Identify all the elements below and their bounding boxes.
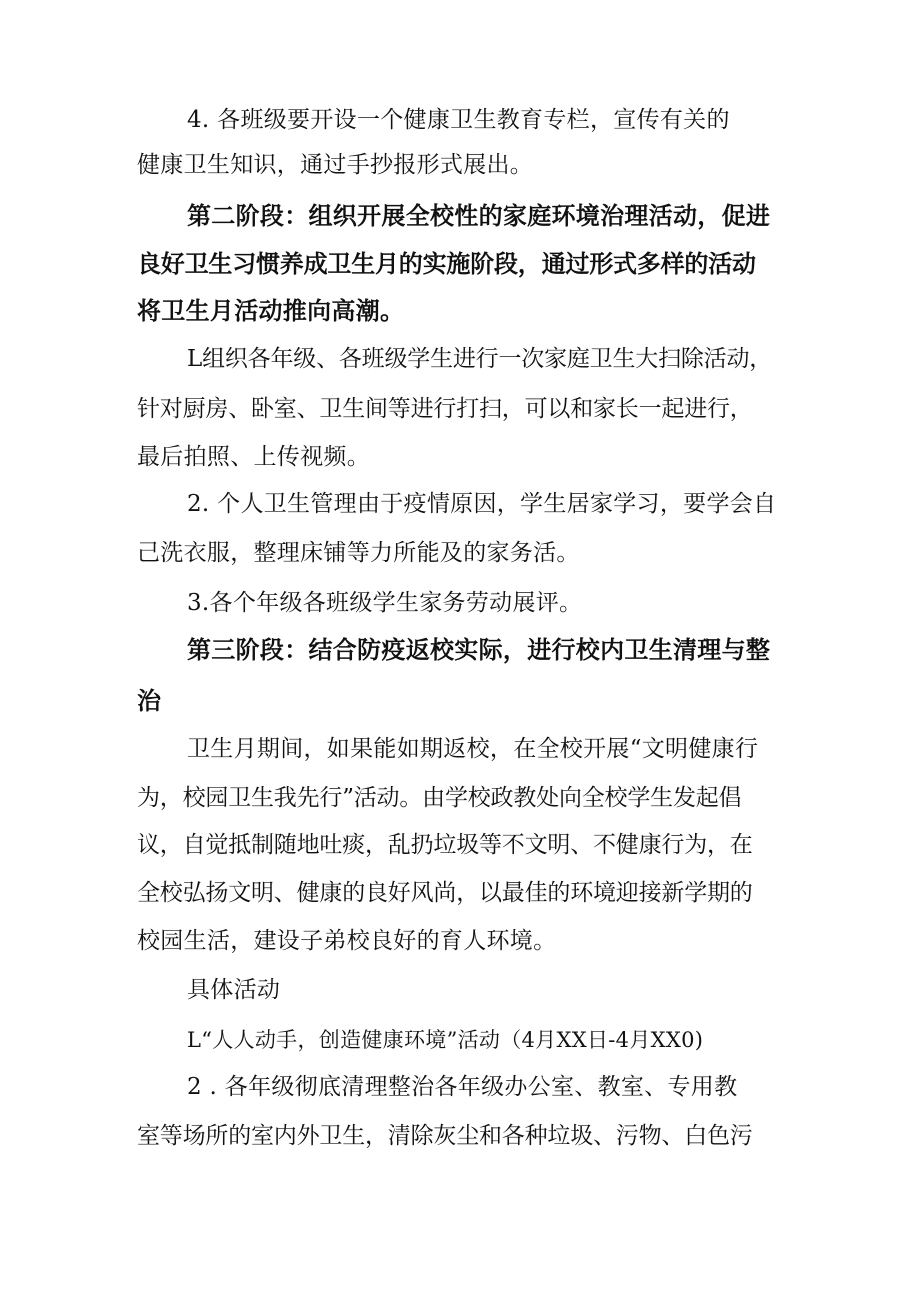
text-line: 3.各个年级各班级学生家务劳动展评。 <box>187 590 583 616</box>
section-heading-line: 良好卫生习惯养成卫生月的实施阶段，通过形式多样的活动 <box>137 250 756 278</box>
text-line: L组织各年级、各班级学生进行一次家庭卫生大扫除活动， <box>187 346 773 372</box>
text-line: 2 . 各年级彻底清理整治各年级办公室、教室、专用教 <box>187 1074 738 1100</box>
section-heading-line: 治 <box>137 687 162 715</box>
text-line: 健康卫生知识，通过手抄报形式展出。 <box>137 152 534 178</box>
text-line: 最后拍照、上传视频。 <box>137 444 370 470</box>
subheading-line: 具体活动 <box>187 977 281 1003</box>
text-line: 4. 各班级要开设一个健康卫生教育专栏，宣传有关的 <box>187 107 730 133</box>
text-line: 2. 个人卫生管理由于疫情原因，学生居家学习，要学会自 <box>187 491 777 517</box>
text-line: 针对厨房、卧室、卫生间等进行打扫，可以和家长一起进行， <box>137 396 753 422</box>
text-line: 为，校园卫生我先行”活动。由学校政教处向全校学生发起倡 <box>137 785 742 811</box>
text-line: 议，自觉抵制随地吐痰，乱扔垃圾等不文明、不健康行为，在 <box>137 832 753 858</box>
section-heading-line: 第三阶段：结合防疫返校实际，进行校内卫生清理与整 <box>187 636 771 664</box>
text-line: 室等场所的室内外卫生，清除灰尘和各种垃圾、污物、白色污 <box>137 1123 753 1149</box>
section-heading-line: 第二阶段：组织开展全校性的家庭环境治理活动，促进 <box>187 202 771 230</box>
section-heading-line: 将卫生月活动推向高潮。 <box>137 297 405 325</box>
text-line: 卫生月期间，如果能如期返校，在全校开展“文明健康行 <box>187 736 759 762</box>
text-line: 己洗衣服，整理床铺等力所能及的家务活。 <box>137 540 580 566</box>
text-line: 校园生活，建设子弟校良好的育人环境。 <box>137 928 557 954</box>
text-line: L“人人动手，创造健康环境”活动（4月XX日-4月XX0) <box>187 1028 704 1052</box>
text-line: 全校弘扬文明、健康的良好风尚，以最佳的环境迎接新学期的 <box>137 880 753 906</box>
